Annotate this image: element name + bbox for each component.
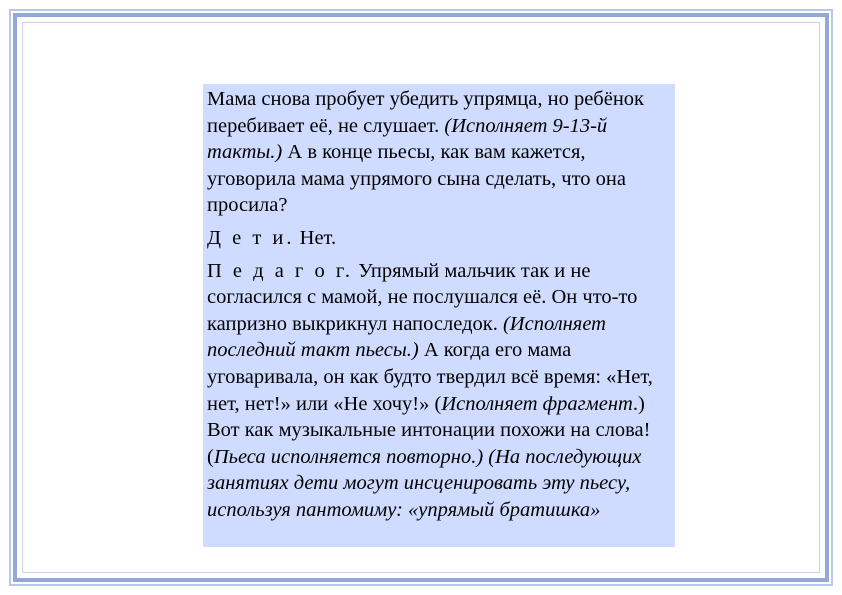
- paragraph-3: [207, 258, 673, 524]
- p3-text-a: Упрямый мальчик так и не согласился с мамой, не послушался её. Он что-то капризно выкрикнул напоследок.: [207, 259, 638, 335]
- p2-text: Нет.: [294, 226, 337, 249]
- p2-speaker: Д е т и.: [207, 226, 295, 249]
- p3-speaker: П е д а г о г.: [207, 259, 354, 282]
- p1-remark: (Исполняет 9-13-й такты.): [207, 114, 608, 164]
- p3-remark-2: Исполняет фрагмент: [441, 392, 633, 415]
- p3-text-c: А когда его мама уговаривала, он как будто твердил всё время: «Нет, нет, нет!» или «Не хочу!» (: [207, 339, 653, 415]
- p3-remark-3: Пьеса исполняется повторно.) (На последующих занятиях дети могут инсценировать эту пьесу, используя пантомиму: «упрямый братишка»: [207, 445, 642, 521]
- p3-remark-1: (Исполняет последний такт пьесы.): [207, 312, 606, 362]
- p1-text-a: Мама снова пробует убедить упрямца, но ребёнок перебивает её, не слушает.: [207, 88, 645, 137]
- p3-text-e: .) Вот как музыкальные интонации похожи на слова! (: [207, 392, 651, 468]
- p1-text-c: А в конце пьесы, как вам кажется, уговорила мама упрямого сына сделать, что она просила?: [207, 141, 626, 217]
- text-box: [203, 84, 675, 547]
- paragraph-2: [207, 225, 673, 252]
- paragraph-1: [207, 86, 673, 219]
